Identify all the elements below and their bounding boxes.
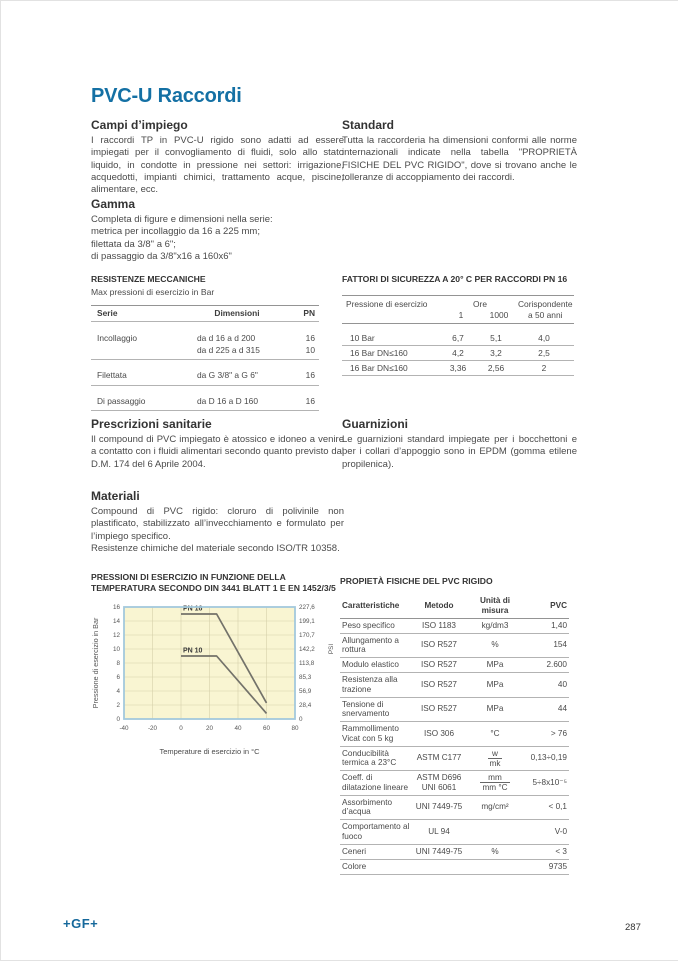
table-row xyxy=(340,722,569,747)
gamma-line: metrica per incollaggio da 16 a 225 mm; xyxy=(91,226,260,238)
cell-unita: °C xyxy=(490,728,500,738)
cell-line: 10 xyxy=(305,344,315,355)
proprieta-fisiche-table xyxy=(340,576,569,875)
column-header-group xyxy=(442,299,518,321)
cell-caratteristica: Modulo elastico xyxy=(342,660,399,669)
x-axis-tick: -20 xyxy=(147,725,158,732)
column-header: PVC xyxy=(550,600,567,610)
cell-line: ASTM D696 xyxy=(416,773,462,782)
cell-line: 16 xyxy=(305,333,315,343)
section-body: Tutta la raccorderia ha dimensioni conformi alle norme internazionali indicate nella tabella "PROPRIETÀ FISICHE DEL PVC RIGIDO", dove si trovano anche le tolleranze di accoppiamento dei raccordi. xyxy=(342,135,577,183)
y-axis-tick-left: 10 xyxy=(112,646,120,654)
y-axis-tick-right: 85,3 xyxy=(299,674,312,682)
page-number: 287 xyxy=(625,922,641,933)
column-header: Pressione di esercizio xyxy=(346,299,428,309)
chart-title: PRESSIONI DI ESERCIZIO IN FUNZIONE DELLA TEMPERATURA SECONDO DIN 3441 BLATT 1 E EN 1452/3/5 xyxy=(91,572,336,593)
cell-line: UNI 7449-75 xyxy=(415,802,463,812)
y-axis-tick-right: 199,1 xyxy=(299,618,315,626)
cell-pvc-value: 154 xyxy=(553,640,567,650)
y-axis-tick-right: 56,9 xyxy=(299,688,312,696)
section-body: Resistenze chimiche del materiale secondo ISO/TR 10358. xyxy=(91,542,340,554)
y-axis-tick-left: 6 xyxy=(116,674,120,682)
cell-metodo xyxy=(411,621,467,631)
y-axis-tick-left: 16 xyxy=(112,604,120,612)
table-row xyxy=(340,796,569,821)
table-row xyxy=(91,368,319,386)
section-heading: Prescrizioni sanitarie xyxy=(91,417,212,431)
cell-caratteristica: Conducibilità termica a 23°C xyxy=(342,748,397,767)
cell-pn xyxy=(289,370,315,382)
cell-serie: Filettata xyxy=(97,370,127,380)
cell-line: da G 3/8" a G 6" xyxy=(197,370,258,380)
y-axis-label-right: PSI xyxy=(328,643,335,655)
table xyxy=(342,295,574,376)
fattori-sicurezza-table xyxy=(342,274,574,376)
cell-unita: % xyxy=(491,846,499,856)
cell-pvc-value: 9735 xyxy=(548,861,567,871)
y-axis-tick-left: 4 xyxy=(116,688,120,696)
cell-pvc-value: < 0,1 xyxy=(548,802,567,812)
chart-svg xyxy=(91,601,343,759)
cell-caratteristica: Resistenza alla trazione xyxy=(342,675,398,694)
page-title: PVC-U Raccordi xyxy=(91,85,242,107)
cell-line: ISO R527 xyxy=(421,704,457,714)
table-title: RESISTENZE MECCANICHE xyxy=(91,274,206,284)
y-axis-tick-left: 2 xyxy=(116,702,120,710)
fraction-denominator: mm °C xyxy=(482,783,508,792)
column-header: PN xyxy=(303,308,315,318)
table-row xyxy=(342,331,574,346)
y-axis-tick-right: 28,4 xyxy=(299,702,312,710)
chart xyxy=(91,601,343,764)
cell-caratteristica: Rammollimento Vicat con 5 kg xyxy=(342,724,399,743)
table-header-row xyxy=(340,594,569,619)
cell-metodo xyxy=(411,802,467,812)
cell-caratteristica: Coeff. di dilatazione lineare xyxy=(342,773,408,792)
section-prescrizioni xyxy=(91,417,344,471)
table-row xyxy=(91,331,319,360)
cell-metodo xyxy=(411,660,467,670)
cell-line: da D 16 a D 160 xyxy=(197,395,258,406)
table xyxy=(340,594,569,875)
cell-metodo xyxy=(411,753,467,763)
gamma-line: Completa di figure e dimensioni nella serie: xyxy=(91,214,273,225)
cell-ore-1000: 2,56 xyxy=(487,362,505,373)
section-standard xyxy=(342,118,577,184)
cell-serie: Incollaggio xyxy=(97,333,138,343)
column-header: Metodo xyxy=(424,600,454,610)
series-label: PN 16 xyxy=(183,605,203,613)
section-heading: Guarnizioni xyxy=(342,417,408,431)
column-header: Ore xyxy=(473,299,487,309)
section-heading: Campi d’impiego xyxy=(91,118,188,132)
y-axis-tick-right: 113,8 xyxy=(299,660,315,668)
cell-pressione: 16 Bar DN≤160 xyxy=(350,347,408,358)
cell-pvc-value: 5÷8x10⁻⁵ xyxy=(532,777,567,787)
cell-50-anni: 2 xyxy=(541,362,547,373)
resistenze-meccaniche-table xyxy=(91,274,319,411)
cell-caratteristica: Tensione di snervamento xyxy=(342,699,390,718)
cell-line: ASTM C177 xyxy=(416,753,462,763)
cell-dimensioni xyxy=(185,333,289,356)
cell-serie: Di passaggio xyxy=(97,395,146,406)
cell-ore-1: 3,36 xyxy=(449,362,467,373)
cell-ore-1000: 5,1 xyxy=(490,332,502,343)
table-header-row xyxy=(91,305,319,322)
column-subheader: 1000 xyxy=(489,310,509,320)
cell-unita: kg/dm3 xyxy=(481,620,509,630)
cell-line: ISO R527 xyxy=(421,660,457,669)
section-materiali xyxy=(91,489,344,555)
column-header: Dimensioni xyxy=(214,308,260,318)
cell-pvc-value: < 3 xyxy=(555,846,567,856)
cell-line: da d 16 a d 200 xyxy=(197,333,256,343)
cell-line: ISO 1183 xyxy=(422,620,456,630)
x-axis-tick: -40 xyxy=(119,725,129,732)
cell-dimensioni xyxy=(185,370,289,382)
table-row xyxy=(340,658,569,673)
y-axis-tick-right: 170,7 xyxy=(299,632,315,640)
table-row xyxy=(340,673,569,698)
x-axis-tick: 60 xyxy=(262,725,271,732)
cell-50-anni: 4,0 xyxy=(538,332,550,343)
cell-pn xyxy=(289,333,315,356)
table-body xyxy=(340,619,569,875)
table-body xyxy=(342,331,574,376)
table-row xyxy=(340,747,569,772)
cell-metodo xyxy=(411,773,467,792)
cell-unita: mg/cm² xyxy=(481,802,509,812)
cell-metodo xyxy=(411,729,467,739)
cell-metodo xyxy=(411,827,467,837)
table-row xyxy=(342,346,574,361)
section-gamma xyxy=(91,197,344,263)
cell-caratteristica: Colore xyxy=(342,861,367,871)
cell-50-anni: 2,5 xyxy=(538,347,550,358)
cell-ore-1000: 3,2 xyxy=(490,347,502,358)
cell-metodo xyxy=(411,847,467,857)
y-axis-tick-left: 0 xyxy=(116,716,120,724)
cell-line: UNI 7449-75 xyxy=(415,846,463,856)
cell-caratteristica: Peso specifico xyxy=(342,620,395,630)
x-axis-label: Temperature di esercizio in °C xyxy=(159,747,260,756)
cell-pvc-value: > 76 xyxy=(550,728,567,738)
cell-unita: MPa xyxy=(486,660,504,669)
y-axis-tick-left: 14 xyxy=(112,618,120,626)
cell-metodo xyxy=(411,680,467,690)
gamma-line: di passaggio da 3/8"x16 a 160x6" xyxy=(91,250,232,262)
table-row xyxy=(340,820,569,845)
unit-fraction xyxy=(488,749,503,768)
cell-caratteristica: Comportamento al fuoco xyxy=(342,822,410,841)
cell-line: ISO R527 xyxy=(421,679,457,689)
cell-unita: MPa xyxy=(486,679,504,689)
y-axis-tick-right: 227,6 xyxy=(299,604,315,612)
table-body xyxy=(91,331,319,411)
table-row xyxy=(340,771,569,796)
table-row xyxy=(342,361,574,376)
cell-unita: MPa xyxy=(486,704,504,714)
cell-line: ISO R527 xyxy=(421,640,457,650)
table-header-row xyxy=(342,295,574,324)
y-axis-tick-right: 142,2 xyxy=(299,646,315,654)
x-axis-tick: 0 xyxy=(179,725,183,732)
y-axis-tick-right: 0 xyxy=(299,716,303,724)
cell-pressione: 10 Bar xyxy=(350,332,375,343)
gamma-line: filettata da 3/8" a 6"; xyxy=(91,238,176,250)
column-subheaders xyxy=(442,310,518,321)
column-header: Caratteristiche xyxy=(342,600,400,610)
cell-line: 16 xyxy=(305,370,315,380)
section-body: Le guarnizioni standard impiegate per i bocchettoni e per i collari d’appoggio sono in EPDM (gomma etilene propilenica). xyxy=(342,434,577,470)
cell-pvc-value: 40 xyxy=(557,679,567,689)
fraction-numerator: mm xyxy=(488,773,502,782)
cell-dimensioni xyxy=(185,396,289,408)
y-axis-label: Pressione di esercizio in Bar xyxy=(91,617,100,709)
table xyxy=(91,305,319,411)
cell-ore-1: 6,7 xyxy=(452,332,464,343)
cell-pvc-value: 0,13÷0,19 xyxy=(530,753,567,763)
cell-unita xyxy=(467,773,523,792)
cell-line: 16 xyxy=(305,395,315,406)
cell-pressione: 16 Bar DN≤160 xyxy=(350,362,408,373)
cell-unita: % xyxy=(491,640,499,650)
cell-pvc-value: 44 xyxy=(557,704,567,714)
fraction-denominator: mk xyxy=(489,758,501,768)
table-row xyxy=(340,860,569,875)
cell-line: UNI 6061 xyxy=(421,782,457,792)
unit-fraction xyxy=(480,773,509,792)
cell-pvc-value: V-0 xyxy=(554,826,567,836)
series-label: PN 10 xyxy=(183,647,203,655)
table-row xyxy=(340,698,569,723)
x-axis-tick: 20 xyxy=(205,725,214,732)
section-body: Compound di PVC rigido: cloruro di polivinile non plastificato, stabilizzato all’invecchiamento e formulato per l’impiego specifico. xyxy=(91,506,344,542)
table-title: FATTORI DI SICUREZZA A 20° C PER RACCORDI PN 16 xyxy=(342,274,568,284)
y-axis-tick-left: 12 xyxy=(112,632,120,640)
cell-line: ISO 306 xyxy=(423,728,455,738)
cell-metodo xyxy=(411,640,467,650)
x-axis-tick: 80 xyxy=(291,725,299,732)
section-guarnizioni xyxy=(342,417,577,471)
column-header: Corispondente a 50 anni xyxy=(518,299,573,320)
table-row xyxy=(91,394,319,412)
cell-caratteristica: Ceneri xyxy=(342,846,367,856)
table-title: PROPIETÀ FISICHE DEL PVC RIGIDO xyxy=(340,576,493,586)
cell-pvc-value: 2.600 xyxy=(546,660,567,669)
table-row xyxy=(340,845,569,860)
column-header: Unità di misura xyxy=(479,596,511,615)
pressure-temperature-chart-section xyxy=(91,572,343,764)
fraction-numerator: w xyxy=(492,748,498,758)
column-header: Serie xyxy=(97,308,118,318)
section-body: Il compound di PVC impiegato è atossico e idoneo a venire a contatto con i fluidi alimentari secondo quanto previsto dal D.M. 174 del 6 Aprile 2004. xyxy=(91,434,344,470)
y-axis-tick-left: 8 xyxy=(116,660,120,668)
table-subtitle: Max pressioni di esercizio in Bar xyxy=(91,287,215,297)
cell-caratteristica: Allungamento a rottura xyxy=(342,635,399,654)
cell-line: da d 225 a d 315 xyxy=(197,344,260,355)
section-campi-impiego xyxy=(91,118,344,196)
section-heading: Standard xyxy=(342,118,395,132)
gf-logo: +GF+ xyxy=(63,916,99,931)
section-heading: Gamma xyxy=(91,197,136,211)
table-row xyxy=(340,619,569,634)
cell-ore-1: 4,2 xyxy=(452,347,464,358)
x-axis-tick: 40 xyxy=(234,725,242,732)
cell-line: UL 94 xyxy=(428,826,450,836)
section-body: I raccordi TP in PVC-U rigido sono adatti ad essere impiegati per il convogliamento di fluidi, solo allo stato liquido, in condotte in pressione nei settori: irrigazione, acquedotti, impianti chimici, trattamento acque, piscine, alimentare, ecc. xyxy=(91,135,344,196)
section-heading: Materiali xyxy=(91,489,140,503)
cell-caratteristica: Assorbimento d’acqua xyxy=(342,797,393,816)
cell-pn xyxy=(289,396,315,408)
table-row xyxy=(340,634,569,659)
cell-pvc-value: 1,40 xyxy=(551,620,567,630)
cell-metodo xyxy=(411,704,467,714)
cell-unita xyxy=(467,749,523,768)
column-subheader: 1 xyxy=(458,310,464,320)
